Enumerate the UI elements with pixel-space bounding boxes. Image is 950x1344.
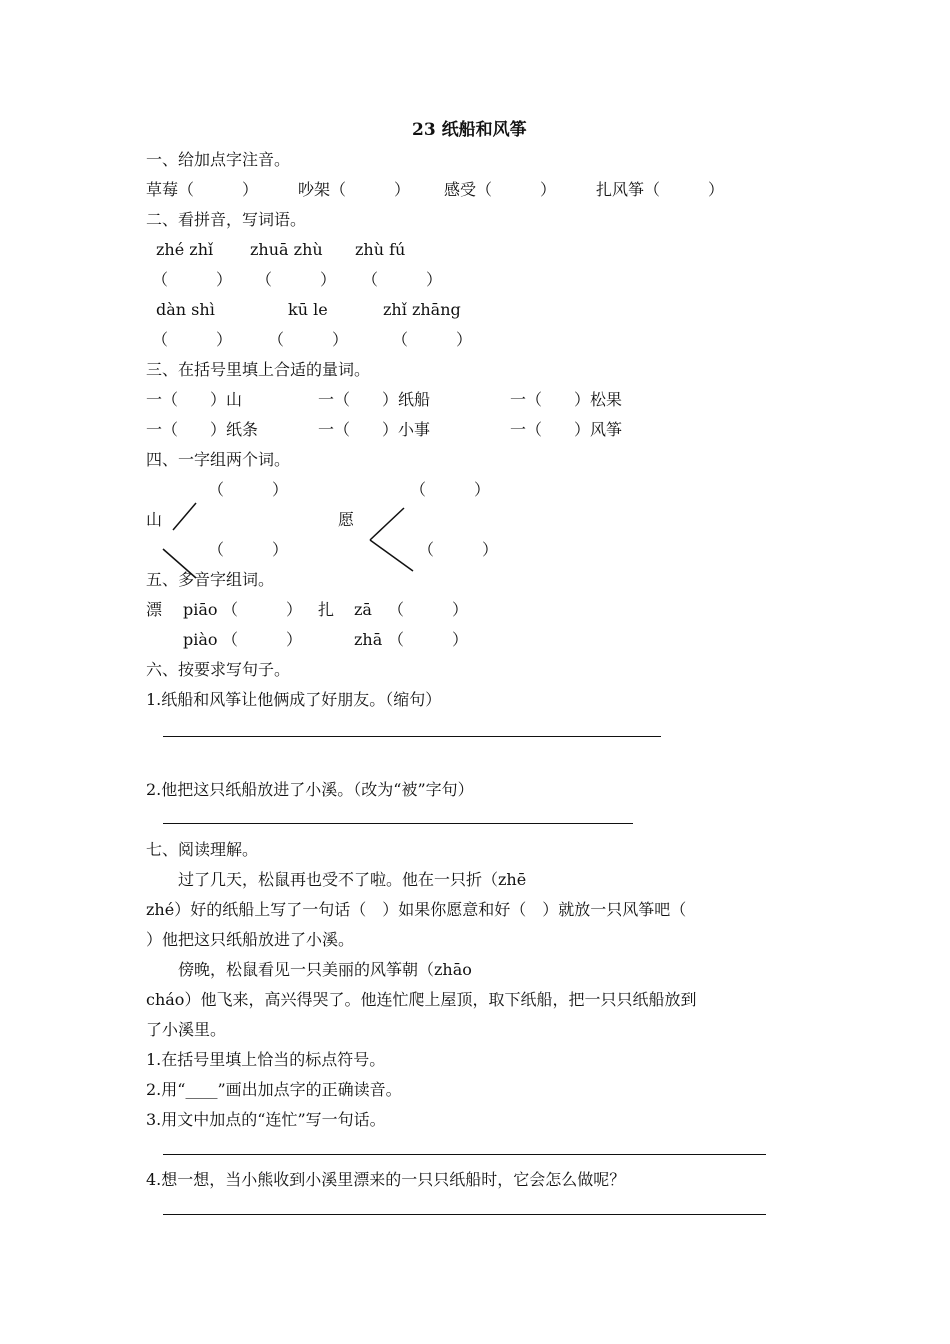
- s5-blank: （ ）: [388, 630, 469, 649]
- section-7-heading: 七、阅读理解。: [146, 840, 259, 859]
- s1-item: 扎风筝（ ）: [596, 180, 725, 199]
- s7-question: 1.在括号里填上恰当的标点符号。: [146, 1050, 386, 1069]
- s3-item: 一（ ）纸条: [146, 420, 259, 439]
- s5-blank: （ ）: [388, 600, 469, 619]
- s3-item: 一（ ）风筝: [510, 420, 623, 439]
- s2-pinyin: dàn shì: [156, 300, 215, 319]
- s6-question: 2.他把这只纸船放进了小溪。（改为“被”字句）: [146, 780, 474, 799]
- s5-reading: piào: [183, 630, 218, 649]
- s5-reading: zhā: [354, 630, 383, 649]
- passage-line: 了小溪里。: [146, 1020, 227, 1039]
- s2-blank: （ ）: [256, 270, 337, 289]
- s4-blank: （ ）: [208, 480, 289, 499]
- section-6-heading: 六、按要求写句子。: [146, 660, 291, 679]
- s1-item: 感受（ ）: [444, 180, 557, 199]
- s7-question: 4.想一想，当小熊收到小溪里漂来的一只只纸船时，它会怎么做呢？: [146, 1170, 626, 1189]
- s2-pinyin: zhé zhǐ: [156, 240, 214, 259]
- passage-line: zhé）好的纸船上写了一句话（ ）如果你愿意和好（ ）就放一只风筝吧（: [146, 900, 687, 919]
- page-title: 23 纸船和风筝: [412, 120, 527, 140]
- s5-char: 漂: [146, 600, 163, 619]
- s6-question: 1.纸船和风筝让他俩成了好朋友。（缩句）: [146, 690, 442, 709]
- s2-pinyin: kū le: [288, 300, 328, 319]
- s4-blank: （ ）: [410, 480, 491, 499]
- section-1-heading: 一、给加点字注音。: [146, 150, 291, 169]
- answer-line[interactable]: [163, 823, 633, 824]
- passage-line: 傍晚，松鼠看见一只美丽的风筝朝（zhāo: [146, 960, 472, 979]
- s2-blank: （ ）: [392, 330, 473, 349]
- s1-item: 吵架（ ）: [298, 180, 411, 199]
- passage-line: 过了几天，松鼠再也受不了啦。他在一只折（zhē: [146, 870, 527, 889]
- s2-blank: （ ）: [268, 330, 349, 349]
- s4-char: 愿: [338, 510, 355, 529]
- s5-blank: （ ）: [222, 600, 303, 619]
- s5-reading: zā: [354, 600, 372, 619]
- answer-line[interactable]: [163, 1214, 766, 1215]
- answer-line[interactable]: [163, 1154, 766, 1155]
- s3-item: 一（ ）松果: [510, 390, 623, 409]
- s4-blank: （ ）: [418, 540, 499, 559]
- s7-question: 3.用文中加点的“连忙”写一句话。: [146, 1110, 386, 1129]
- s2-pinyin: zhuā zhù: [250, 240, 323, 259]
- s2-blank: （ ）: [152, 270, 233, 289]
- s3-item: 一（ ）纸船: [318, 390, 431, 409]
- section-2-heading: 二、看拼音，写词语。: [146, 210, 307, 229]
- s5-reading: piāo: [183, 600, 218, 619]
- passage-line: cháo）他飞来，高兴得哭了。他连忙爬上屋顶，取下纸船，把一只只纸船放到: [146, 990, 697, 1009]
- passage-line: ）他把这只纸船放进了小溪。: [146, 930, 355, 949]
- s2-pinyin: zhǐ zhāng: [383, 300, 461, 319]
- s2-blank: （ ）: [362, 270, 443, 289]
- s2-blank: （ ）: [152, 330, 233, 349]
- s3-item: 一（ ）小事: [318, 420, 431, 439]
- s4-blank: （ ）: [208, 540, 289, 559]
- section-3-heading: 三、在括号里填上合适的量词。: [146, 360, 371, 379]
- s5-blank: （ ）: [222, 630, 303, 649]
- section-5-heading: 五、多音字组词。: [146, 570, 275, 589]
- answer-line[interactable]: [163, 736, 661, 737]
- s2-pinyin: zhù fú: [355, 240, 406, 259]
- s4-char: 山: [146, 510, 163, 529]
- s7-question: 2.用“____”画出加点字的正确读音。: [146, 1080, 402, 1099]
- section-4-heading: 四、一字组两个词。: [146, 450, 291, 469]
- s5-char: 扎: [318, 600, 335, 619]
- s3-item: 一（ ）山: [146, 390, 243, 409]
- s1-item: 草莓（ ）: [146, 180, 259, 199]
